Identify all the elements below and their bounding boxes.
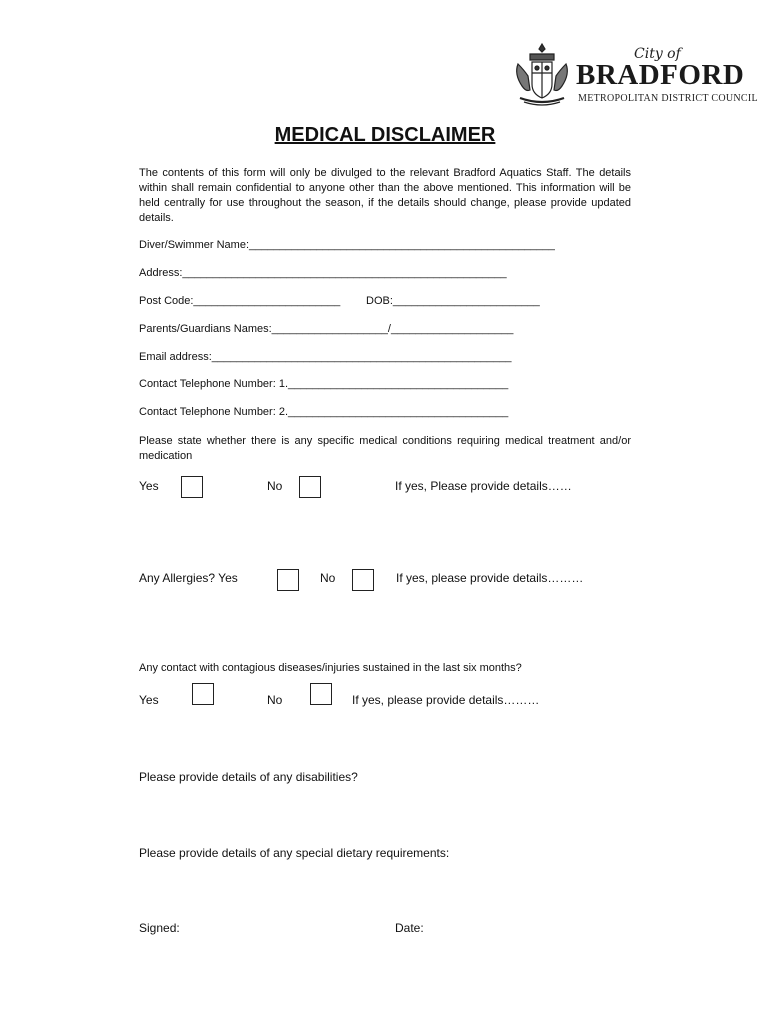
allergies-no-checkbox[interactable]: [352, 569, 374, 591]
allergies-question: Any Allergies? Yes: [139, 571, 238, 585]
diver-name-field[interactable]: Diver/Swimmer Name:__________________________________________________: [139, 239, 555, 251]
phone-1-field[interactable]: Contact Telephone Number: 1.____________________________________: [139, 378, 509, 390]
dob-field[interactable]: DOB:________________________: [366, 295, 540, 307]
contagious-yes-checkbox[interactable]: [192, 683, 214, 705]
logo-bradford: BRADFORD: [576, 59, 745, 91]
medical-question: Please state whether there is any specific medical conditions requiring medical treatment and/or medication: [139, 435, 631, 462]
medical-no-checkbox[interactable]: [299, 476, 321, 498]
intro-paragraph: The contents of this form will only be divulged to the relevant Bradford Aquatics Staff. The details within shall remain confidential to anyone other than the above mentioned. This information will be held centrally for use throughout the season, if the details should change, please provide updated details.: [139, 167, 631, 224]
signed-label[interactable]: Signed:: [139, 921, 180, 935]
medical-no-label: No: [267, 479, 283, 493]
allergies-yes-checkbox[interactable]: [277, 569, 299, 591]
date-label[interactable]: Date:: [395, 921, 424, 935]
phone-2-field[interactable]: Contact Telephone Number: 2.____________________________________: [139, 406, 509, 418]
contagious-yes-label: Yes: [139, 693, 159, 707]
medical-yes-checkbox[interactable]: [181, 476, 203, 498]
form-title: MEDICAL DISCLAIMER: [274, 124, 496, 146]
address-field[interactable]: Address:_____________________________________________________: [139, 267, 507, 279]
email-field[interactable]: Email address:_________________________________________________: [139, 351, 512, 363]
logo-council: METROPOLITAN DISTRICT COUNCIL: [578, 93, 758, 104]
bradford-crest-logo: [512, 40, 572, 110]
contagious-details-label: If yes, please provide details………: [352, 693, 540, 707]
contagious-question: Any contact with contagious diseases/injuries sustained in the last six months?: [139, 662, 522, 674]
logo-city-of: City of: [634, 46, 681, 62]
medical-yes-label: Yes: [139, 479, 159, 493]
medical-details-label: If yes, Please provide details……: [395, 479, 572, 493]
post-code-field[interactable]: Post Code:________________________: [139, 295, 341, 307]
parents-names-field[interactable]: Parents/Guardians Names:___________________/____________________: [139, 323, 514, 335]
allergies-no-label: No: [320, 571, 336, 585]
disabilities-question: Please provide details of any disabilities?: [139, 770, 358, 784]
allergies-details-label: If yes, please provide details………: [396, 571, 584, 585]
dietary-question: Please provide details of any special dietary requirements:: [139, 846, 450, 860]
contagious-no-label: No: [267, 693, 283, 707]
contagious-no-checkbox[interactable]: [310, 683, 332, 705]
